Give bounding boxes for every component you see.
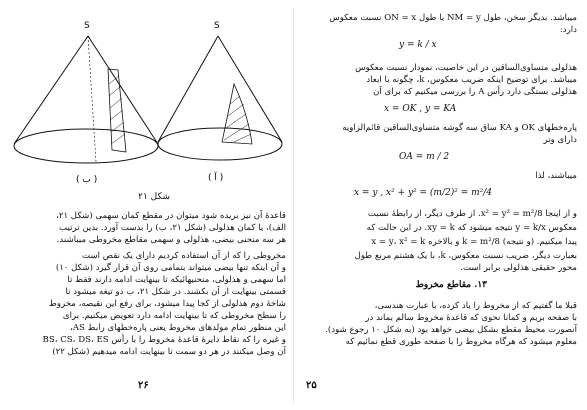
text-line: میباشد. برای توضیح اینکه ضریب معکوس، k، چگونه با ابعاد	[366, 75, 577, 85]
sub-label-b: ( ب )	[76, 175, 98, 185]
text-line: بعبارت دیگر، ضریب نسبت معکوس، k، با یک هشتم مربع طول	[354, 251, 577, 261]
paragraph-line: شاخهٔ دوم هذلولی از کجا پیدا میشود، برای رفع این نقیصه، مخروط	[48, 299, 286, 309]
equation-hypotenuse: OA = m / 2	[399, 152, 450, 162]
text-line: محور حقیقی هذلولی برابر است.	[460, 263, 577, 273]
right-page	[294, 0, 587, 410]
paragraph-line: اما سهمی و هذلولی، منحنیهائیکه تا بینهایت ادامه دارند فقط تا	[67, 275, 286, 285]
section-heading: ۱۳. مقاطع مخروط	[415, 280, 487, 290]
paragraph-line: مخروطی را که از آن استفاده کردیم دارای یک نقص است	[82, 251, 286, 261]
figure-caption: شکل ۲۱	[138, 192, 170, 202]
paragraph-line: قاعدهٔ آن نیز بریده شود میتوان در مقطع کمان سهمی (شکل ۲۱،	[56, 211, 286, 221]
paragraph-line: آن وصل میکنند در هر دو سمت تا بینهایت ادامه میدهیم (شکل ۲۲)	[52, 347, 286, 357]
text-line: هذلولی متساوی‌الساقین در این خاصیت، نمودار نسبت معکوس	[355, 63, 577, 73]
text-line: آنصورت محیط مقطع بشکل بیضی خواهد بود (به شکل ۱۰ رجوع شود).	[325, 325, 577, 335]
paragraph-line: این منظور تمام مولدهای مخروط یعنی پاره‌خطهای رابط AS،	[70, 323, 286, 333]
text-line: معکوس y = k/x نتیجه میشود که xy = k. در این حالت که	[366, 223, 577, 233]
cone-diagrams	[8, 14, 283, 189]
text-line: و از اینجا x² = y² = m²/8. از طرف دیگر، از رابطهٔ نسبت	[367, 209, 577, 219]
text-line: هذلولی بستگی دارد رأس A را بررسی میکنیم که برای آن	[373, 87, 577, 97]
paragraph-line: هر سه منحنی بیضی، هذلولی و سهمی مقاطع مخروطی میباشند.	[56, 235, 286, 245]
cone-a	[158, 21, 282, 183]
text-line: دارد:	[559, 25, 577, 35]
text-line: معلوم میشود که هرگاه مخروط را با صفحه طوری قطع نمائیم که	[345, 337, 577, 347]
equation-inverse: y = k / x	[399, 40, 437, 50]
apex-label-left: S	[84, 21, 90, 31]
text-line: دارای وتر	[543, 135, 577, 145]
text-line: با صفحه بریم و کمانا نحوی که قاعدهٔ مخروط سالم بماند در	[365, 313, 577, 323]
paragraph-line: و آن اینکه تنها بیضی میتواند بتمامی روی آن قرار گیرد (شکل ۱۰)	[55, 263, 286, 273]
equation-vertex: x = OK , y = KA	[384, 104, 457, 114]
text-line: پاره‌خطهای OK و KA ساق سه گوشه متساوی‌الساقین قائم‌الزاویه	[342, 123, 577, 133]
paragraph-line: قسمتی بینهایت از آن بکشند. در شکل ۲۱، ب دو تیغه میشود تا	[65, 287, 286, 297]
equation-pythagoras: x = y , x² + y² = (m/2)² = m²/4	[354, 188, 492, 198]
apex-label-right: S	[214, 21, 220, 31]
sub-label-a: ( آ )	[208, 173, 224, 183]
paragraph-line: الف)، یا کمان هذلولی (شکل ۲۱، ب) را بدست آورد. بدین ترتیب	[59, 223, 286, 233]
text-line: میباشند، لذا	[535, 171, 577, 181]
figure-21	[8, 14, 283, 189]
text-line: میباشد. بدیگر سخن، طول NM = y با طول ON = x نسبت معکوس	[329, 13, 577, 23]
cone-b	[14, 21, 158, 185]
page-number-left: ۲۶	[138, 380, 149, 391]
text-line: قبلا ما گفتیم که از مخروط را یاد کرده، با عبارت هندسی،	[374, 301, 577, 311]
paragraph-line: را سطح مخروطی که تا بینهایت ادامه دارد تعویض میکنیم. برای	[62, 311, 286, 321]
paragraph-line: BS، CS، DS، ES و غیره را که نقاط دایرهٔ قاعدهٔ مخروط را با رأس	[42, 335, 286, 345]
text-line: x = y، x² = k و بالاخره k = m²/8 پیدا میکنیم. (و نتیجه)	[371, 237, 577, 247]
page-number-right: ۲۵	[306, 380, 317, 391]
